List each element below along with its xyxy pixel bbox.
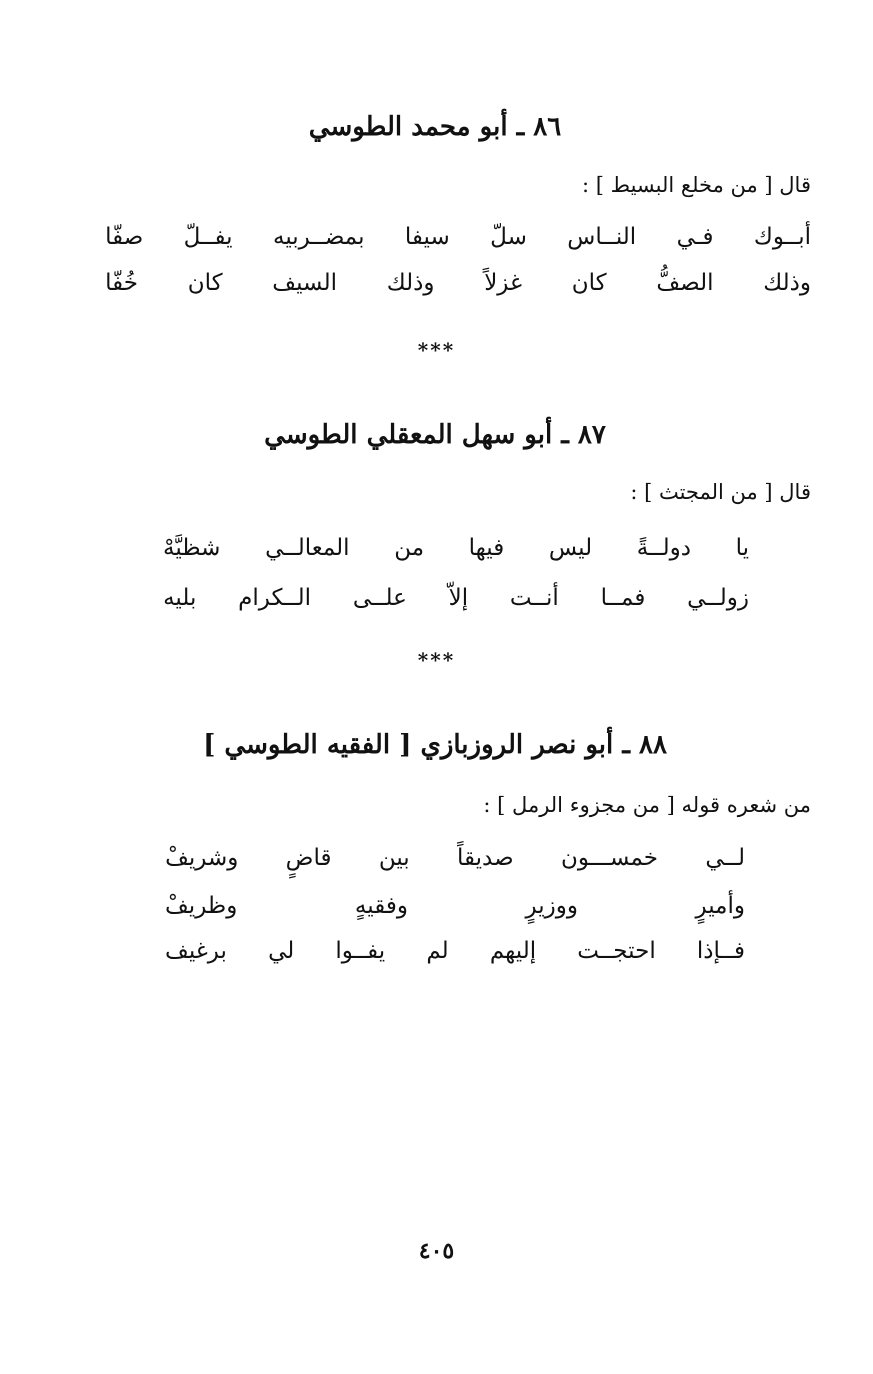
verse-line [163,585,749,611]
verse-word: بليه [163,585,197,611]
verse-word: صفّا [105,224,144,250]
verse-word: علــى [352,585,407,611]
verse-word: فيها [468,535,505,561]
intro-87: قال [ من المجتث ] : [630,480,811,504]
verse-word: يفــوا [335,938,386,964]
verse-word: الــكرام [238,585,312,611]
verse-word: دولــةً [636,535,691,561]
verse-word: وفقيهٍ [354,893,408,919]
verse-word: كان [187,270,223,296]
verse-word: لم [426,938,449,964]
page-number: ٤٠٥ [418,1238,455,1264]
verse-word: إليهم [489,938,537,964]
verse-word: احتجــت [577,938,656,964]
verse-word: برغيف [165,938,227,964]
verse-word: فــإذا [696,938,745,964]
verse-word: إلاّ [448,585,469,611]
verse-word: سيفا [404,224,450,250]
verse-word: وأميرٍ [695,893,745,919]
verse-word: لي [268,938,295,964]
section-separator: *** [417,648,456,672]
verse-word: وذلك [386,270,435,296]
verse-line [105,224,811,250]
verse-line [105,270,811,296]
verse-word: قاضٍ [285,845,332,871]
verse-word: كان [571,270,607,296]
verse-word: ليس [548,535,593,561]
verse-word: يا [735,535,749,561]
verse-word: شظيَّهْ [163,535,221,561]
verse-line [163,535,749,561]
verse-word: غزلاً [484,270,523,296]
verse-word: سلّ [490,224,527,250]
verse-word: خُفّا [105,270,138,296]
verse-word: بين [378,845,410,871]
section-title-86: ٨٦ ـ أبو محمد الطوسي [308,112,562,142]
intro-86: قال [ من مخلع البسيط ] : [582,173,811,197]
verse-word: ووزيرٍ [525,893,578,919]
verse-word: يفــلّ [183,224,233,250]
verse-word: من [394,535,425,561]
verse-line [165,845,745,871]
section-title-87: ٨٧ ـ أبو سهل المعقلي الطوسي [264,420,606,450]
verse-word: الصفُّ [656,270,714,296]
verse-word: المعالــي [265,535,350,561]
verse-word: زولــي [687,585,749,611]
verse-word: أنــت [509,585,559,611]
verse-word: فمــا [600,585,646,611]
verse-word: وذلك [763,270,811,296]
verse-word: وظريفْ [165,893,238,919]
verse-word: صديقاً [457,845,514,871]
verse-word: خمســـون [560,845,659,871]
verse-word: لــي [705,845,745,871]
verse-line [165,938,745,964]
section-separator: *** [417,338,456,362]
intro-88: من شعره قوله [ من مجزوء الرمل ] : [483,793,811,817]
verse-word: فـي [676,224,714,250]
verse-word: بمضــربيه [273,224,365,250]
verse-word: وشريفْ [165,845,239,871]
verse-word: النــاس [567,224,637,250]
verse-word: أبــوك [753,224,811,250]
verse-word: السيف [272,270,337,296]
section-title-88: ٨٨ ـ أبو نصر الروزبازي [ الفقيه الطوسي ] [203,730,667,760]
verse-line [165,893,745,919]
